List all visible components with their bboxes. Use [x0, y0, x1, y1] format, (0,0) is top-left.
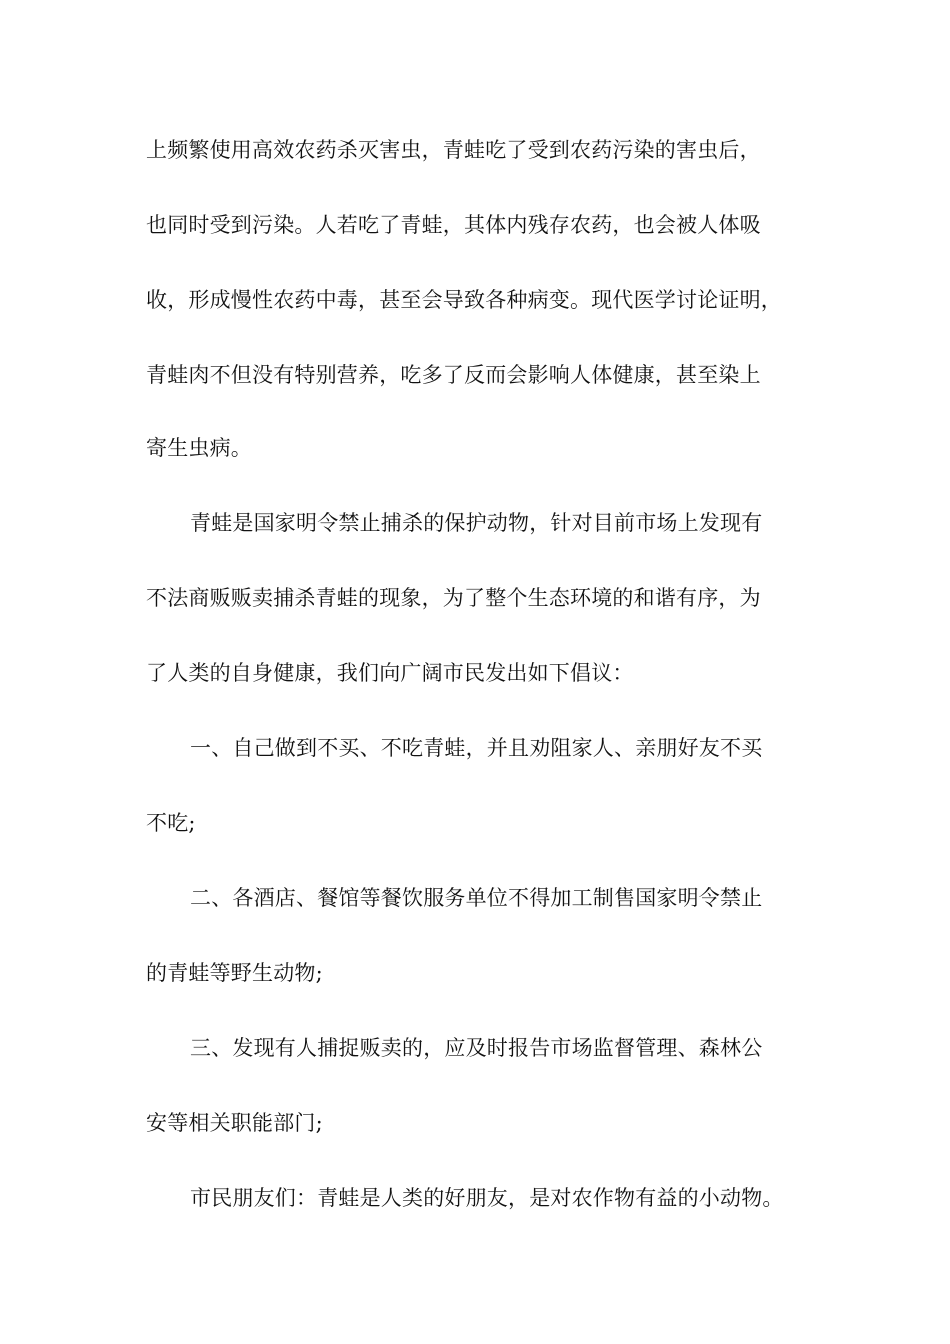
proposal-item-2: 二、各酒店、餐馆等餐饮服务单位不得加工制售国家明令禁止 [190, 886, 763, 910]
text-line: 不吃; [146, 811, 196, 835]
text-line: 了人类的自身健康，我们向广阔市民发出如下倡议： [146, 661, 634, 685]
text-line: 青蛙肉不但没有特别营养，吃多了反而会影响人体健康，甚至染上 [146, 363, 761, 387]
closing-paragraph-line: 市民朋友们：青蛙是人类的好朋友，是对农作物有益的小动物。 [190, 1186, 784, 1210]
text-line: 收，形成慢性农药中毒，甚至会导致各种病变。现代医学讨论证明， [146, 288, 782, 312]
text-line: 也同时受到污染。人若吃了青蛙，其体内残存农药，也会被人体吸 [146, 213, 761, 237]
text-line: 不法商贩贩卖捕杀青蛙的现象，为了整个生态环境的和谐有序，为 [146, 586, 761, 610]
paragraph-first-line: 青蛙是国家明令禁止捕杀的保护动物，针对目前市场上发现有 [190, 511, 763, 535]
text-line: 上频繁使用高效农药杀灭害虫，青蛙吃了受到农药污染的害虫后， [146, 138, 761, 162]
proposal-item-1: 一、自己做到不买、不吃青蛙，并且劝阻家人、亲朋好友不买 [190, 736, 763, 760]
proposal-item-3: 三、发现有人捕捉贩卖的，应及时报告市场监督管理、森林公 [190, 1036, 763, 1060]
text-line: 安等相关职能部门; [146, 1111, 323, 1135]
text-line: 寄生虫病。 [146, 436, 252, 460]
text-line: 的青蛙等野生动物; [146, 961, 323, 985]
